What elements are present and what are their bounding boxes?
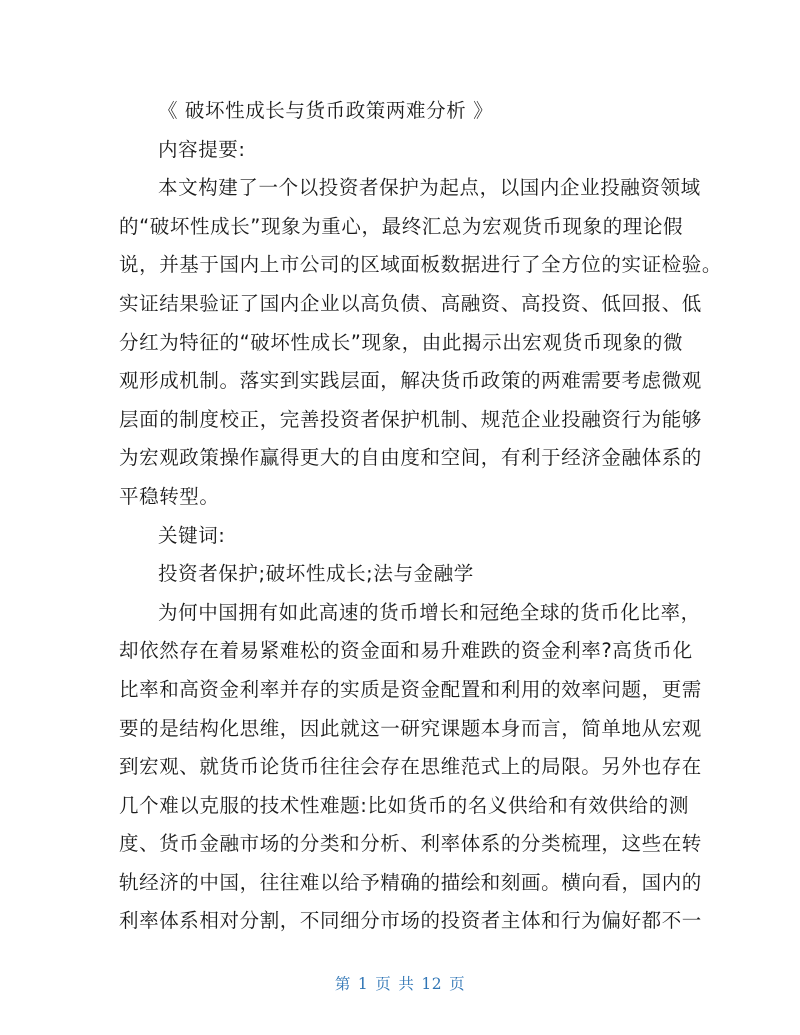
body-line: 要的是结构化思维，因此就这一研究课题本身而言，简单地从宏观 — [119, 716, 702, 740]
abstract-line: 的“破坏性成长”现象为重心，最终汇总为宏观货币现象的理论假 — [119, 214, 684, 238]
abstract-line: 实证结果验证了国内企业以高负债、高融资、高投资、低回报、低 — [119, 291, 702, 315]
footer-total-pages: 12 — [421, 975, 443, 993]
abstract-line: 分红为特征的“破坏性成长”现象，由此揭示出宏观货币现象的微 — [119, 330, 684, 354]
body-line: 度、货币金融市场的分类和分析、利率体系的分类梳理，这些在转 — [119, 832, 702, 856]
body-paragraph — [119, 594, 702, 941]
body-line: 比率和高资金利率并存的实质是资金配置和利用的效率问题，更需 — [119, 677, 702, 701]
abstract-line: 本文构建了一个以投资者保护为起点，以国内企业投融资领域 — [158, 176, 701, 200]
body-line: 几个难以克服的技术性难题:比如货币的名义供给和有效供给的测 — [119, 793, 689, 817]
body-line: 到宏观、就货币论货币往往会存在思维范式上的局限。另外也存在 — [119, 755, 702, 779]
abstract-line: 层面的制度校正，完善投资者保护机制、规范企业投融资行为能够 — [119, 407, 702, 431]
abstract-line: 为宏观政策操作赢得更大的自由度和空间，有利于经济金融体系的 — [119, 446, 702, 470]
abstract-line: 平稳转型。 — [119, 484, 220, 508]
keywords-list: 投资者保护;破坏性成长;法与金融学 — [158, 562, 474, 586]
body-line: 轨经济的中国，往往难以给予精确的描绘和刻画。横向看，国内的 — [119, 870, 702, 894]
page-footer — [0, 972, 800, 994]
document-content — [119, 92, 723, 941]
body-line: 为何中国拥有如此高速的货币增长和冠绝全球的货币化比率， — [158, 600, 701, 624]
body-line: 却依然存在着易紧难松的资金面和易升难跌的资金利率?高货币化 — [119, 639, 693, 663]
document-title: 《 破坏性成长与货币政策两难分析 》 — [158, 99, 494, 122]
footer-suffix: 页 — [449, 975, 466, 993]
footer-current-page: 1 — [357, 975, 369, 993]
footer-page-word: 页 — [375, 975, 392, 993]
abstract-heading: 内容提要: — [158, 137, 246, 161]
abstract-line: 说，并基于国内上市公司的区域面板数据进行了全方位的实证检验。 — [119, 253, 723, 277]
keywords-heading: 关键词: — [158, 523, 226, 547]
body-line: 利率体系相对分割，不同细分市场的投资者主体和行为偏好都不一 — [119, 909, 702, 933]
footer-total-prefix: 共 — [398, 975, 415, 993]
abstract-line: 观形成机制。落实到实践层面，解决货币政策的两难需要考虑微观 — [119, 369, 702, 393]
footer-prefix: 第 — [334, 975, 351, 993]
abstract-paragraph — [119, 169, 723, 516]
